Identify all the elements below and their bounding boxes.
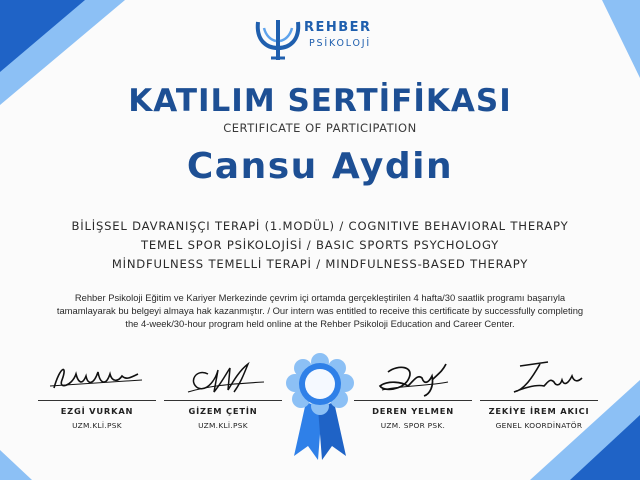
- signature-graphic: [358, 356, 468, 398]
- logo-name: REHBER: [304, 20, 372, 35]
- signature-line: [164, 400, 282, 401]
- signatory-name: ZEKİYE İREM AKICI: [488, 406, 590, 416]
- signature-line: [354, 400, 472, 401]
- signatory-title: UZM.KLİ.PSK: [72, 421, 122, 430]
- signature-line: [38, 400, 156, 401]
- description-line-1: Rehber Psikoloji Eğitim ve Kariyer Merkezinde çevrim içi ortamda gerçekleştirilen 4 hafta/30 saatlik programı başarıyla: [74, 292, 566, 303]
- signatory-title: GENEL KOORDİNATÖR: [495, 421, 583, 430]
- certificate-title: KATILIM SERTİFİKASI: [128, 83, 512, 119]
- signature-graphic: [42, 356, 152, 398]
- logo: [252, 14, 402, 62]
- signatory-title: UZM.KLİ.PSK: [198, 421, 248, 430]
- psi-logo-icon: [252, 14, 304, 62]
- description-line-3: the 4-week/30-hour program held online at the Rehber Psikoloji Education and Career Center.: [125, 318, 515, 329]
- rosette-badge-icon: [282, 352, 358, 462]
- signatory-name: EZGİ VURKAN: [60, 406, 134, 416]
- signature-line: [480, 400, 598, 401]
- logo-subtitle: PSİKOLOJİ: [309, 38, 371, 49]
- signature-block-2: [158, 356, 288, 430]
- program-line-2: TEMEL SPOR PSİKOLOJİSİ / BASIC SPORTS PSYCHOLOGY: [140, 238, 500, 252]
- description-line-2: tamamlayarak bu belgeyi almaya hak kazanmıştır. / Our intern was entitled to receive this certificate by successfully completing: [56, 305, 584, 316]
- signatory-name: GİZEM ÇETİN: [188, 406, 258, 416]
- signature-block-4: [474, 356, 604, 430]
- signatory-name: DEREN YELMEN: [372, 406, 454, 416]
- program-line-3: MİNDFULNESS TEMELLİ TERAPİ / MINDFULNESS-BASED THERAPY: [111, 257, 529, 271]
- signature-block-3: [348, 356, 478, 430]
- signature-graphic: [484, 356, 594, 398]
- signature-graphic: [168, 356, 278, 398]
- recipient-name: Cansu Aydin: [186, 146, 454, 187]
- program-line-1: BİLİŞSEL DAVRANIŞÇI TERAPİ (1.MODÜL) / COGNITIVE BEHAVIORAL THERAPY: [71, 219, 569, 233]
- certificate-subtitle: CERTIFICATE OF PARTICIPATION: [223, 121, 417, 135]
- signatory-title: UZM. SPOR PSK.: [380, 421, 446, 430]
- signature-block-1: [32, 356, 162, 430]
